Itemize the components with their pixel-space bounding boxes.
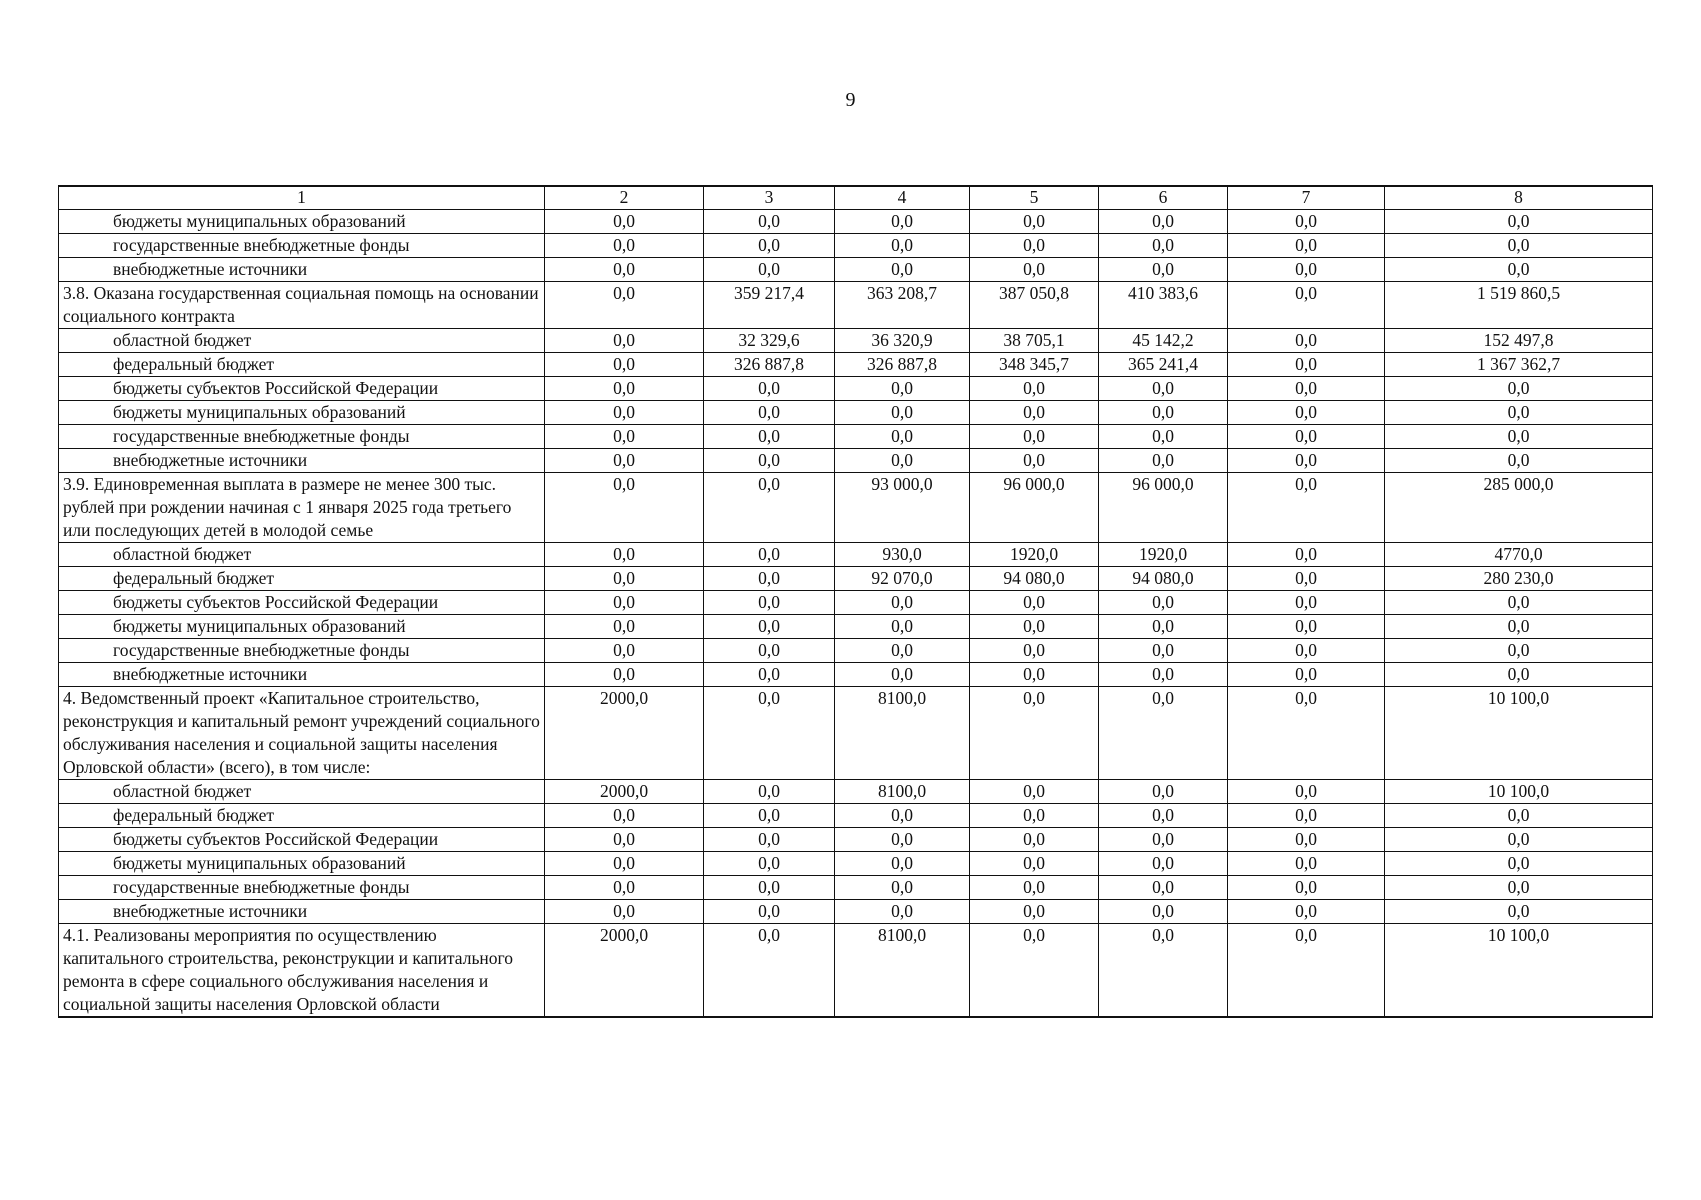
value-cell: 10 100,0 [1385,780,1653,804]
value-cell: 0,0 [970,852,1099,876]
value-cell: 0,0 [545,473,704,543]
section-label: 3.9. Единовременная выплата в размере не менее 300 тыс. рублей при рождении начиная с 1 января 2025 года третьего или последующих детей в молодой семье [59,473,545,543]
value-cell: 0,0 [1099,639,1228,663]
value-cell: 0,0 [704,449,835,473]
value-cell: 0,0 [545,258,704,282]
funding-source-label: федеральный бюджет [59,353,545,377]
column-number: 7 [1228,186,1385,210]
value-cell: 36 320,9 [835,329,970,353]
section-label: 4.1. Реализованы мероприятия по осуществлению капитального строительства, реконструкции и капитального ремонта в сфере социального обслуживания населения и социальной защиты населения Орловской области [59,924,545,1018]
value-cell: 0,0 [835,591,970,615]
value-cell: 0,0 [970,234,1099,258]
value-cell: 0,0 [970,687,1099,780]
value-cell: 32 329,6 [704,329,835,353]
value-cell: 0,0 [1099,780,1228,804]
value-cell: 0,0 [704,473,835,543]
value-cell: 0,0 [704,401,835,425]
column-number: 6 [1099,186,1228,210]
value-cell: 0,0 [1228,473,1385,543]
value-cell: 0,0 [1385,425,1653,449]
value-cell: 0,0 [1385,828,1653,852]
value-cell: 0,0 [835,210,970,234]
value-cell: 0,0 [970,615,1099,639]
section-label: 4. Ведомственный проект «Капитальное строительство, реконструкция и капитальный ремонт учреждений социального обслуживания населения и социальной защиты населения Орловской области» (всего), в том числе: [59,687,545,780]
value-cell: 285 000,0 [1385,473,1653,543]
table-row [59,639,1653,663]
value-cell: 0,0 [970,780,1099,804]
value-cell: 359 217,4 [704,282,835,329]
value-cell: 0,0 [545,591,704,615]
value-cell: 0,0 [835,615,970,639]
funding-source-label: внебюджетные источники [59,258,545,282]
value-cell: 0,0 [1099,876,1228,900]
value-cell: 0,0 [1099,615,1228,639]
funding-source-label: областной бюджет [59,329,545,353]
value-cell: 0,0 [545,449,704,473]
value-cell: 0,0 [1228,876,1385,900]
table-row [59,282,1653,329]
value-cell: 363 208,7 [835,282,970,329]
value-cell: 0,0 [1385,449,1653,473]
funding-source-label: внебюджетные источники [59,900,545,924]
value-cell: 0,0 [545,663,704,687]
value-cell: 0,0 [704,615,835,639]
value-cell: 0,0 [704,591,835,615]
table-row [59,401,1653,425]
value-cell: 0,0 [835,804,970,828]
value-cell: 0,0 [970,828,1099,852]
value-cell: 410 383,6 [1099,282,1228,329]
value-cell: 0,0 [545,234,704,258]
value-cell: 0,0 [1099,924,1228,1018]
value-cell: 0,0 [970,639,1099,663]
value-cell: 0,0 [1099,804,1228,828]
value-cell: 0,0 [1099,852,1228,876]
value-cell: 0,0 [545,543,704,567]
value-cell: 0,0 [835,449,970,473]
value-cell: 0,0 [1385,852,1653,876]
value-cell: 0,0 [970,924,1099,1018]
funding-source-label: областной бюджет [59,780,545,804]
table-row [59,377,1653,401]
value-cell: 0,0 [545,210,704,234]
value-cell: 0,0 [1099,687,1228,780]
value-cell: 0,0 [545,282,704,329]
value-cell: 0,0 [970,401,1099,425]
table-row [59,852,1653,876]
column-number: 3 [704,186,835,210]
funding-source-label: бюджеты муниципальных образований [59,852,545,876]
value-cell: 1 367 362,7 [1385,353,1653,377]
value-cell: 0,0 [1385,377,1653,401]
value-cell: 0,0 [1385,258,1653,282]
value-cell: 0,0 [545,425,704,449]
value-cell: 0,0 [1228,639,1385,663]
value-cell: 0,0 [545,876,704,900]
value-cell: 0,0 [1099,828,1228,852]
value-cell: 92 070,0 [835,567,970,591]
value-cell: 0,0 [704,900,835,924]
value-cell: 0,0 [1228,329,1385,353]
value-cell: 0,0 [1228,663,1385,687]
table-row [59,425,1653,449]
value-cell: 0,0 [704,639,835,663]
value-cell: 2000,0 [545,924,704,1018]
value-cell: 1920,0 [970,543,1099,567]
value-cell: 0,0 [1385,900,1653,924]
value-cell: 930,0 [835,543,970,567]
table-row [59,543,1653,567]
value-cell: 0,0 [545,353,704,377]
value-cell: 0,0 [704,543,835,567]
table-row [59,876,1653,900]
value-cell: 0,0 [1228,591,1385,615]
value-cell: 0,0 [970,377,1099,401]
value-cell: 0,0 [1385,639,1653,663]
funding-source-label: областной бюджет [59,543,545,567]
value-cell: 0,0 [1099,258,1228,282]
value-cell: 0,0 [1099,425,1228,449]
funding-source-label: федеральный бюджет [59,804,545,828]
value-cell: 2000,0 [545,780,704,804]
table-row [59,828,1653,852]
funding-source-label: государственные внебюджетные фонды [59,425,545,449]
value-cell: 0,0 [1099,401,1228,425]
table-row [59,234,1653,258]
value-cell: 0,0 [1099,591,1228,615]
value-cell: 0,0 [1385,210,1653,234]
table-row [59,473,1653,543]
value-cell: 4770,0 [1385,543,1653,567]
value-cell: 0,0 [704,663,835,687]
value-cell: 10 100,0 [1385,924,1653,1018]
value-cell: 0,0 [835,900,970,924]
value-cell: 0,0 [1385,663,1653,687]
funding-source-label: бюджеты субъектов Российской Федерации [59,377,545,401]
value-cell: 0,0 [704,210,835,234]
column-number: 1 [59,186,545,210]
value-cell: 365 241,4 [1099,353,1228,377]
value-cell: 0,0 [704,567,835,591]
value-cell: 0,0 [545,377,704,401]
value-cell: 0,0 [1228,852,1385,876]
value-cell: 348 345,7 [970,353,1099,377]
value-cell: 0,0 [835,828,970,852]
value-cell: 0,0 [835,663,970,687]
value-cell: 96 000,0 [1099,473,1228,543]
value-cell: 0,0 [970,210,1099,234]
funding-source-label: государственные внебюджетные фонды [59,876,545,900]
funding-source-label: бюджеты муниципальных образований [59,615,545,639]
value-cell: 152 497,8 [1385,329,1653,353]
value-cell: 0,0 [545,852,704,876]
value-cell: 0,0 [704,852,835,876]
value-cell: 0,0 [704,804,835,828]
value-cell: 8100,0 [835,780,970,804]
value-cell: 326 887,8 [704,353,835,377]
value-cell: 0,0 [1228,900,1385,924]
value-cell: 0,0 [1099,900,1228,924]
value-cell: 0,0 [704,924,835,1018]
table-row [59,780,1653,804]
value-cell: 0,0 [1385,234,1653,258]
value-cell: 0,0 [835,876,970,900]
budget-table [58,185,1653,1018]
value-cell: 0,0 [970,591,1099,615]
value-cell: 0,0 [970,449,1099,473]
value-cell: 0,0 [545,329,704,353]
table-row [59,804,1653,828]
value-cell: 0,0 [1228,567,1385,591]
value-cell: 0,0 [704,234,835,258]
value-cell: 94 080,0 [1099,567,1228,591]
value-cell: 0,0 [835,377,970,401]
value-cell: 0,0 [704,687,835,780]
value-cell: 96 000,0 [970,473,1099,543]
value-cell: 0,0 [1385,876,1653,900]
value-cell: 0,0 [704,377,835,401]
value-cell: 0,0 [1228,234,1385,258]
funding-source-label: федеральный бюджет [59,567,545,591]
value-cell: 0,0 [704,258,835,282]
table-body [59,186,1653,1017]
value-cell: 0,0 [1099,210,1228,234]
value-cell: 2000,0 [545,687,704,780]
value-cell: 0,0 [704,780,835,804]
section-label: 3.8. Оказана государственная социальная помощь на основании социального контракта [59,282,545,329]
value-cell: 0,0 [835,258,970,282]
table-row [59,567,1653,591]
value-cell: 8100,0 [835,924,970,1018]
value-cell: 0,0 [1228,543,1385,567]
value-cell: 0,0 [1228,924,1385,1018]
value-cell: 94 080,0 [970,567,1099,591]
table-row [59,663,1653,687]
value-cell: 1920,0 [1099,543,1228,567]
value-cell: 0,0 [1228,377,1385,401]
funding-source-label: бюджеты субъектов Российской Федерации [59,828,545,852]
value-cell: 10 100,0 [1385,687,1653,780]
table-row [59,924,1653,1018]
value-cell: 0,0 [1385,401,1653,425]
column-number: 5 [970,186,1099,210]
value-cell: 0,0 [1228,804,1385,828]
table-row [59,900,1653,924]
value-cell: 387 050,8 [970,282,1099,329]
table-row [59,329,1653,353]
value-cell: 0,0 [835,639,970,663]
funding-source-label: бюджеты субъектов Российской Федерации [59,591,545,615]
funding-source-label: внебюджетные источники [59,449,545,473]
value-cell: 0,0 [545,828,704,852]
value-cell: 0,0 [970,425,1099,449]
value-cell: 0,0 [704,425,835,449]
value-cell: 0,0 [1385,615,1653,639]
value-cell: 0,0 [1228,687,1385,780]
value-cell: 0,0 [1228,828,1385,852]
value-cell: 0,0 [970,900,1099,924]
value-cell: 38 705,1 [970,329,1099,353]
table-row [59,687,1653,780]
value-cell: 0,0 [970,804,1099,828]
value-cell: 8100,0 [835,687,970,780]
table-row [59,210,1653,234]
value-cell: 1 519 860,5 [1385,282,1653,329]
column-number: 4 [835,186,970,210]
value-cell: 0,0 [1228,258,1385,282]
value-cell: 0,0 [545,900,704,924]
funding-source-label: государственные внебюджетные фонды [59,234,545,258]
value-cell: 0,0 [970,663,1099,687]
value-cell: 93 000,0 [835,473,970,543]
table-row [59,449,1653,473]
value-cell: 0,0 [1228,449,1385,473]
column-number: 2 [545,186,704,210]
value-cell: 0,0 [835,234,970,258]
table-row [59,615,1653,639]
funding-source-label: государственные внебюджетные фонды [59,639,545,663]
value-cell: 0,0 [1228,615,1385,639]
value-cell: 0,0 [1099,663,1228,687]
funding-source-label: бюджеты муниципальных образований [59,210,545,234]
value-cell: 0,0 [1228,210,1385,234]
value-cell: 0,0 [545,401,704,425]
value-cell: 0,0 [1385,804,1653,828]
column-number: 8 [1385,186,1653,210]
value-cell: 0,0 [1099,377,1228,401]
value-cell: 0,0 [1385,591,1653,615]
column-number-row [59,186,1653,210]
funding-source-label: бюджеты муниципальных образований [59,401,545,425]
value-cell: 0,0 [1228,401,1385,425]
value-cell: 0,0 [1099,449,1228,473]
value-cell: 0,0 [1228,780,1385,804]
page-number: 9 [845,89,856,111]
value-cell: 0,0 [970,258,1099,282]
table-row [59,353,1653,377]
table-row [59,591,1653,615]
value-cell: 0,0 [1228,425,1385,449]
value-cell: 0,0 [545,615,704,639]
value-cell: 0,0 [1228,282,1385,329]
value-cell: 0,0 [545,639,704,663]
value-cell: 0,0 [545,567,704,591]
value-cell: 0,0 [1099,234,1228,258]
value-cell: 0,0 [545,804,704,828]
value-cell: 0,0 [704,828,835,852]
value-cell: 0,0 [1228,353,1385,377]
value-cell: 0,0 [970,876,1099,900]
value-cell: 326 887,8 [835,353,970,377]
value-cell: 0,0 [835,852,970,876]
funding-source-label: внебюджетные источники [59,663,545,687]
value-cell: 0,0 [835,401,970,425]
table-row [59,258,1653,282]
value-cell: 280 230,0 [1385,567,1653,591]
value-cell: 0,0 [835,425,970,449]
value-cell: 45 142,2 [1099,329,1228,353]
value-cell: 0,0 [704,876,835,900]
